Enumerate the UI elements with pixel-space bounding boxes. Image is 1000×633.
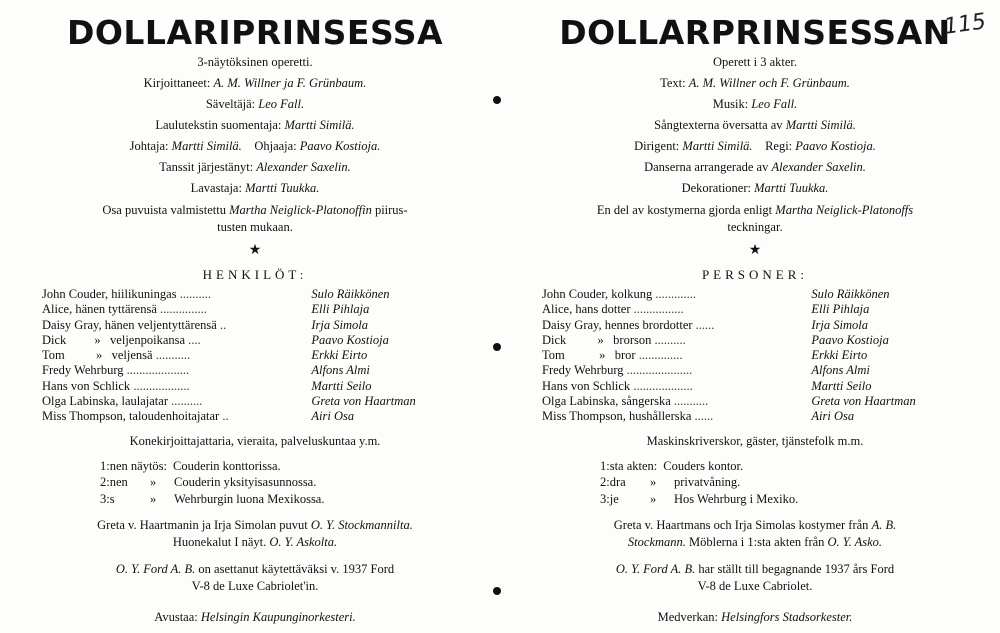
scene-row bbox=[600, 458, 990, 475]
scene-act: 2:nen bbox=[100, 475, 128, 490]
cast-actor: Erkki Eirto bbox=[311, 348, 368, 363]
scene-row bbox=[100, 474, 490, 491]
scene-list bbox=[100, 458, 490, 508]
credit-conductor-director: Johtaja: Martti Similä. Ohjaaja: Paavo Kostioja. bbox=[129, 139, 381, 153]
cast-actor: Sulo Räikkönen bbox=[811, 287, 890, 301]
orchestra-credit: Medverkan: Helsingfors Stadsorkester. bbox=[657, 610, 853, 625]
cast-role: Tom » bror bbox=[542, 348, 636, 363]
cast-row bbox=[520, 394, 990, 409]
cast-actor: Sulo Räikkönen bbox=[311, 287, 390, 301]
cast-row bbox=[20, 348, 490, 363]
leader-dots: .............. bbox=[638, 348, 683, 363]
cast-actor: Airi Osa bbox=[811, 409, 855, 424]
scene-act: 1:sta akten: bbox=[600, 458, 658, 473]
cast-row bbox=[520, 379, 990, 394]
subtitle: 3-näytöksinen operetti. bbox=[197, 55, 313, 69]
dress-credit: Greta v. Haartmanin ja Irja Simolan puvut O. Y. Stockmannilta. Huonekalut I näyt. O. Y. Askolta. bbox=[97, 518, 413, 550]
cast-role: Daisy Gray, hänen veljentyttärensä bbox=[42, 317, 217, 332]
cast-row bbox=[20, 318, 490, 333]
cast-actor: Elli Pihlaja bbox=[311, 302, 370, 317]
scene-row bbox=[600, 491, 990, 508]
extras-line: Maskinskriverskor, gäster, tjänstefolk m.m. bbox=[646, 433, 864, 448]
ford-credit: O. Y. Ford A. B. on asettanut käytettäväksi v. 1937 Ford V-8 de Luxe Cabriolet'in. bbox=[115, 562, 395, 594]
cast-actor: Paavo Kostioja bbox=[811, 332, 889, 347]
leader-dots: ............. bbox=[655, 287, 697, 301]
leader-dots: ..................... bbox=[626, 363, 693, 378]
leader-dots: .. bbox=[219, 317, 227, 332]
leader-dots: .................... bbox=[126, 363, 190, 378]
cast-actor: Alfons Almi bbox=[311, 363, 370, 378]
cast-actor: Irja Simola bbox=[811, 317, 868, 332]
leader-dots: .... bbox=[188, 332, 201, 347]
scene-act: 2:dra bbox=[600, 475, 626, 490]
scene-act: 3:s bbox=[100, 491, 115, 506]
credit-set: Lavastaja: Martti Tuukka. bbox=[190, 181, 320, 195]
cast-row bbox=[520, 333, 990, 348]
leader-dots: .................. bbox=[133, 378, 190, 393]
cast-row bbox=[20, 394, 490, 409]
credit-conductor-director: Dirigent: Martti Similä. Regi: Paavo Kostioja. bbox=[634, 139, 876, 153]
cast-role: Hans von Schlick bbox=[542, 378, 631, 393]
credit-costumes: En del av kostymerna gjorda enligt Martha Neiglick-Platonoffs teckningar. bbox=[596, 203, 914, 234]
binding-hole bbox=[493, 96, 501, 104]
leader-dots: ........... bbox=[673, 394, 709, 409]
cast-role: Fredy Wehrburg bbox=[542, 363, 624, 378]
ditto-mark: » bbox=[650, 491, 657, 506]
extras-line: Konekirjoittajattaria, vieraita, palveluskuntaa y.m. bbox=[129, 433, 381, 448]
ditto-mark: » bbox=[150, 491, 157, 506]
cast-role: Olga Labinska, sångerska bbox=[542, 394, 671, 409]
cast-actor: Paavo Kostioja bbox=[311, 332, 389, 347]
dress-credit: Greta v. Haartmans och Irja Simolas kostymer från A. B. Stockmann. Möblerna i 1:sta akten från O. Y. Asko. bbox=[613, 518, 897, 550]
leader-dots: ...... bbox=[695, 317, 715, 332]
cast-actor: Airi Osa bbox=[311, 409, 355, 424]
cast-actor: Greta von Haartman bbox=[311, 394, 416, 409]
cast-role: Alice, hänen tyttärensä bbox=[42, 302, 157, 317]
leader-dots: .......... bbox=[179, 287, 211, 301]
scene-place: Hos Wehrburg i Mexiko. bbox=[674, 491, 799, 506]
leader-dots: ................ bbox=[633, 302, 684, 317]
cast-actor: Alfons Almi bbox=[811, 363, 870, 378]
cast-row bbox=[20, 333, 490, 348]
cast-role: John Couder, kolkung bbox=[542, 287, 653, 301]
scene-act: 1:nen näytös: bbox=[100, 458, 168, 473]
cast-role: Miss Thompson, taloudenhoitajatar bbox=[42, 409, 220, 424]
leader-dots: ................... bbox=[633, 378, 693, 393]
cast-row bbox=[520, 348, 990, 363]
leader-dots: ............... bbox=[160, 302, 207, 317]
cast-actor: Greta von Haartman bbox=[811, 394, 916, 409]
cast-row bbox=[20, 363, 490, 378]
cast-actor: Irja Simola bbox=[311, 317, 368, 332]
credit-set: Dekorationer: Martti Tuukka. bbox=[681, 181, 829, 195]
cast-role: Miss Thompson, hushållerska bbox=[542, 409, 692, 424]
ditto-mark: » bbox=[150, 475, 157, 490]
cast-role: Tom » veljensä bbox=[42, 348, 153, 363]
cast-row bbox=[520, 287, 990, 302]
cast-role: Dick » brorson bbox=[542, 332, 652, 347]
cast-role: Hans von Schlick bbox=[42, 378, 131, 393]
scene-row bbox=[600, 474, 990, 491]
cast-row bbox=[20, 287, 490, 302]
scene-place: privatvåning. bbox=[674, 475, 741, 490]
cast-list bbox=[520, 287, 990, 425]
star-divider: ★ bbox=[248, 243, 262, 258]
cast-row bbox=[520, 409, 990, 424]
scene-row bbox=[100, 491, 490, 508]
scene-list bbox=[600, 458, 990, 508]
ditto-mark: » bbox=[650, 475, 657, 490]
credit-authors: Kirjoittaneet: A. M. Willner ja F. Grünbaum. bbox=[143, 76, 367, 90]
persons-heading: HENKILÖT: bbox=[202, 267, 308, 282]
binding-hole bbox=[493, 587, 501, 595]
leader-dots: ........... bbox=[155, 348, 191, 363]
page-title: DOLLARIPRINSESSA bbox=[66, 13, 444, 52]
cast-row bbox=[520, 318, 990, 333]
scene-act: 3:je bbox=[600, 491, 619, 506]
program-page-swedish bbox=[520, 0, 990, 633]
handwritten-page-number: 115 bbox=[942, 9, 988, 40]
cast-row bbox=[520, 363, 990, 378]
credit-composer: Säveltäjä: Leo Fall. bbox=[205, 97, 305, 111]
credit-lyrics: Laulutekstin suomentaja: Martti Similä. bbox=[155, 118, 355, 132]
orchestra-credit: Avustaa: Helsingin Kaupunginorkesteri. bbox=[154, 610, 356, 625]
cast-row bbox=[20, 379, 490, 394]
cast-actor: Erkki Eirto bbox=[811, 348, 868, 363]
credit-costumes: Osa puvuista valmistettu Martha Neiglick-Platonoffin piirus- tusten mukaan. bbox=[102, 203, 408, 234]
persons-heading: PERSONER: bbox=[701, 267, 809, 282]
cast-role: Fredy Wehrburg bbox=[42, 363, 124, 378]
subtitle: Operett i 3 akter. bbox=[713, 55, 797, 69]
cast-role: John Couder, hiilikuningas bbox=[42, 287, 177, 301]
cast-role: Alice, hans dotter bbox=[542, 302, 631, 317]
scene-place: Couderin konttorissa. bbox=[173, 458, 281, 473]
binding-hole bbox=[493, 343, 501, 351]
cast-row bbox=[20, 409, 490, 424]
credit-authors: Text: A. M. Willner och F. Grünbaum. bbox=[660, 76, 850, 90]
cast-actor: Martti Seilo bbox=[811, 378, 872, 393]
cast-actor: Elli Pihlaja bbox=[811, 302, 870, 317]
leader-dots: ...... bbox=[694, 409, 714, 424]
scene-place: Couderin yksityisasunnossa. bbox=[174, 475, 317, 490]
cast-role: Daisy Gray, hennes brordotter bbox=[542, 317, 693, 332]
credit-dance: Danserna arrangerade av Alexander Saxelin. bbox=[644, 160, 866, 174]
scene-place: Couders kontor. bbox=[663, 458, 744, 473]
program-page-finnish bbox=[20, 0, 490, 633]
credit-composer: Musik: Leo Fall. bbox=[712, 97, 798, 111]
cast-list bbox=[20, 287, 490, 425]
scene-row bbox=[100, 458, 490, 475]
credit-dance: Tanssit järjestänyt: Alexander Saxelin. bbox=[159, 160, 351, 174]
cast-role: Dick » veljenpoikansa bbox=[42, 332, 186, 347]
cast-actor: Martti Seilo bbox=[311, 378, 372, 393]
cast-role: Olga Labinska, laulajatar bbox=[42, 394, 168, 409]
ford-credit: O. Y. Ford A. B. har ställt till begagnande 1937 års Ford V-8 de Luxe Cabriolet. bbox=[615, 562, 895, 594]
cast-row bbox=[20, 302, 490, 317]
star-divider: ★ bbox=[748, 243, 762, 258]
credit-lyrics: Sångtexterna översatta av Martti Similä. bbox=[654, 118, 856, 132]
page-title: DOLLARPRINSESSAN bbox=[559, 13, 951, 52]
leader-dots: .. bbox=[222, 409, 229, 424]
cast-row bbox=[520, 302, 990, 317]
leader-dots: .......... bbox=[171, 394, 203, 409]
scene-place: Wehrburgin luona Mexikossa. bbox=[174, 491, 325, 506]
leader-dots: .......... bbox=[654, 332, 686, 347]
